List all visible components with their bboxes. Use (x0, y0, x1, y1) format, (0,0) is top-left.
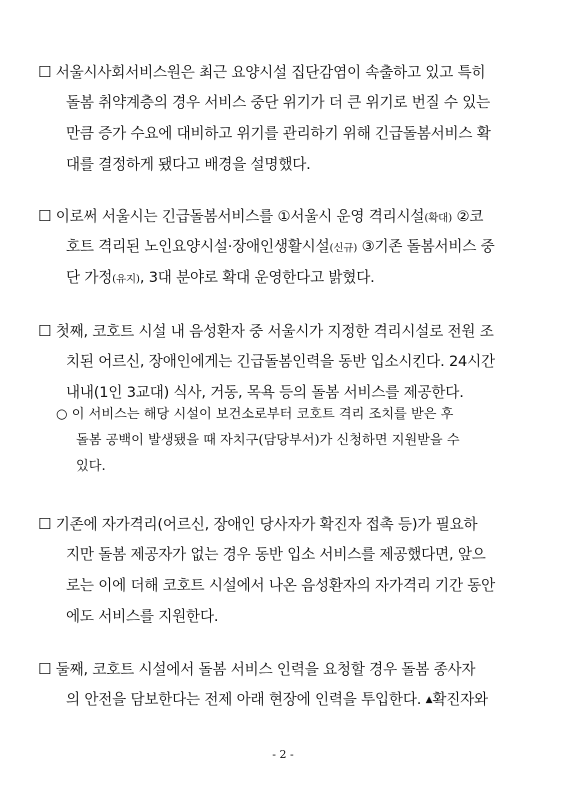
checkbox-bullet-icon: ☐ (38, 322, 52, 340)
checkbox-bullet-icon: ☐ (38, 515, 52, 533)
paragraph-line: 만큼 증가 수요에 대비하고 위기를 관리하기 위해 긴급돌봄서비스 확 (66, 125, 491, 142)
page-number: - 2 - (272, 748, 294, 761)
circle-bullet-icon: ○ (56, 407, 68, 422)
checkbox-bullet-icon: ☐ (38, 63, 52, 81)
paragraph-line: 기존에 자가격리(어르신, 장애인 당사자가 확진자 접촉 등)가 필요하 (55, 516, 478, 533)
paragraph-line: 돌봄 공백이 발생됐을 때 자치구(담당부서)가 신청하면 지원받을 수 (76, 433, 460, 448)
paragraph-line: 서울시사회서비스원은 최근 요양시설 집단감염이 속출하고 있고 특히 (55, 64, 486, 81)
paragraph-line: 지만 돌봄 제공자가 없는 경우 동반 입소 서비스를 제공했다면, 앞으 (66, 546, 486, 563)
paragraph-line: 에도 서비스를 지원한다. (66, 608, 219, 625)
checkbox-bullet-icon: ☐ (38, 207, 52, 225)
paragraph-line: 돌봄 취약계층의 경우 서비스 중단 위기가 더 큰 위기로 번질 수 있는 (66, 94, 491, 111)
checkbox-bullet-icon: ☐ (38, 660, 52, 678)
paragraph-line: 로는 이에 더해 코호트 시설에서 나온 음성환자의 자가격리 기간 동안 (66, 577, 496, 594)
paragraph-line: 있다. (76, 459, 106, 474)
paragraph-line: 치된 어르신, 장애인에게는 긴급돌봄인력을 동반 입소시킨다. 24시간 (66, 353, 495, 370)
paragraph-line: 첫째, 코호트 시설 내 음성환자 중 서울시가 지정한 격리시설로 전원 조 (55, 323, 494, 340)
paragraph-line: 대를 결정하게 됐다고 배경을 설명했다. (66, 156, 311, 173)
paragraph-line: 내내(1인 3교대) 식사, 거동, 목욕 등의 돌봄 서비스를 제공한다. (66, 384, 464, 401)
triangle-bullet-icon: ▲ (425, 695, 433, 705)
paragraph-line: 둘째, 코호트 시설에서 돌봄 서비스 인력을 요청할 경우 돌봄 종사자 (55, 661, 476, 678)
